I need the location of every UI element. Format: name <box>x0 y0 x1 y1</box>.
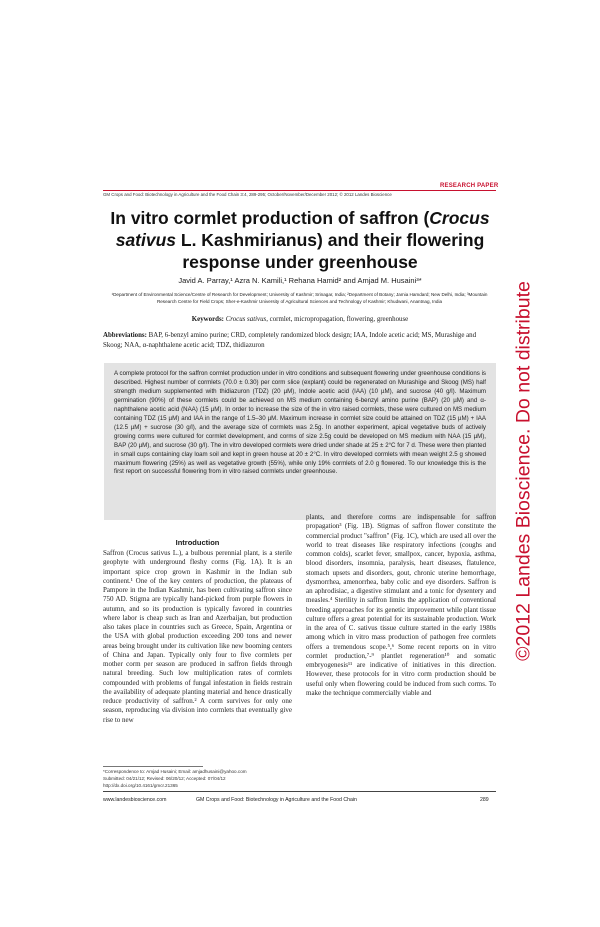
correspondence-email: *Correspondence to: Amjad Husaini; Email: amjadhusaini@yahoo.com <box>103 769 247 774</box>
abbreviations-label: Abbreviations: <box>103 332 147 339</box>
keywords-species: Crocus sativus <box>225 316 267 323</box>
footer-journal: GM Crops and Food: Biotechnology in Agriculture and the Food Chain <box>196 797 357 803</box>
title-part-1: In vitro cormlet production of saffron ( <box>110 208 430 228</box>
journal-citation: GM Crops and Food: Biotechnology in Agriculture and the Food Chain 3:4, 289-295; October/November/December 2012; © 2012 Landes Bioscience <box>103 192 392 197</box>
body-column-right: plants, and therefore corms are indispensable for saffron propagation³ (Fig. 1B). Stigmas of saffron flower constitute the commercial product "saffron" (Fig. 1C), which are used all over the world to treat diseases like respiratory infections (coughs and common colds), scarlet fever, smallpox, cancer, hypoxia, asthma, blood disorders, insomnia, paralysis, heart diseases, flatulence, stomach upsets and disorders, gout, chronic uterine hemorrhage, dysmorrhea, amenorrhea, baby colic and eye disorders. Saffron is an aphrodisiac, a digestive stimulant and a tonic for dysentery and measles.⁴ Sterility in saffron limits the application of conventional breeding approaches for its genetic improvement while plant tissue culture offers a great potential for its sustainable production. Work in the area of C. sativus tissue culture started in the early 1980s among which in vitro mass production of pathogen free cormlets offers a tremendous scope.⁵,⁶ Some recent reports on in vitro cormlet production,⁷-⁹ plantlet regeneration¹⁰ and somatic embryogenesis¹¹ are indicative of initiatives in this direction. However, these protocols for in vitro corm production should be useful only when flowering could be induced from such corms. To make the technique commercially viable and <box>306 513 496 697</box>
footnote-rule <box>103 766 203 767</box>
footer-url[interactable]: www.landesbioscience.com <box>103 797 167 803</box>
introduction-heading: Introduction <box>175 538 220 547</box>
paper-title <box>100 207 500 273</box>
watermark-text: ©2012 Landes Bioscience. Do not distribute <box>512 281 535 661</box>
title-part-2: L. Kashmirianus) and their flowering response under greenhouse <box>176 230 485 272</box>
keywords <box>100 316 500 323</box>
author-list: Javid A. Parray,¹ Azra N. Kamili,¹ Rehana Hamid² and Amjad M. Husaini³* <box>178 276 422 285</box>
correspondence-footnote <box>103 768 293 789</box>
page-number: 289 <box>480 797 489 803</box>
footer-rule <box>103 791 496 792</box>
copyright-watermark <box>512 281 535 661</box>
submission-dates: Submitted: 04/21/12; Revised: 06/20/12; Accepted: 07/04/12 <box>103 776 226 781</box>
header-rule <box>103 190 496 191</box>
abstract-text: A complete protocol for the saffron cormlet production under in vitro conditions and subsequent flowering under greenhouse conditions is described. Highest number of cormlets (70.0 ± 0.30) per corm slice (explant) could be regenerated on Murashige and Skoog (MS) half strength medium supplemented with thidiazuron (TDZ) (20 µM), Indole acetic acid (IAA) (10 µM), and sucrose (40 g/l). Maximum germination (90%) of these cormlets could be achieved on MS medium containing 6-benzyl amino purine (BAP) (20 µM) and α-naphthalene acetic acid (NAA) (15 µM). In order to increase the size of the in vitro raised cormlets, these were cultured on MS medium containing TDZ (15 µM) and IAA in the range of 1.5–30 µM. Maximum increase in cormlet size could be attained on TDZ (15 µM) + IAA (12.5 µM) + sucrose (30 g/l), and the average size of cormlets was 2.5g. In another experiment, apical vegetative buds of actively growing corms were cultured for cormlet development, and corms of size 2.5g could be developed on MS medium with NAA (15 µM), BAP (20 µM), and sucrose (30 g/l). The in vitro developed cormlets were dried under shade at 25 ± 2°C for 7 d. These were then planted in small cups containing clay loam soil and kept in green house at 20 ± 2°C. In vitro developed cormlets with mean weight 2.5 g showed maximum flowering (25%) as well as vegetative growth (55%), while only 19% cormlets of 2.0 g flowered. To our knowledge this is the first report on successful flowering from in vitro raised cormlets under greenhouse. <box>114 370 486 476</box>
keywords-rest: , cormlet, micropropagation, flowering, greenhouse <box>266 316 409 323</box>
affiliations: ¹Department of Environmental Science/Centre of Research for Development; University of Kashmir; Srinagar, India; ²Department of Botany; Jamia Hamdard; New Delhi, India; ³Mountain Research Centre for Field Crops; Sher-e-Kashmir University of Agricultural Sciences and Technology of Kashmir; Khudwani, Anantnag, India <box>111 292 488 304</box>
article-type-label: RESEARCH PAPER <box>440 183 499 189</box>
title-species: Crocus sativus <box>115 208 490 250</box>
doi-link[interactable]: http://dx.doi.org/10.4161/gmcr.21365 <box>103 783 178 788</box>
keywords-label: Keywords: <box>191 316 224 323</box>
body-column-left: Saffron (Crocus sativus L.), a bulbous perennial plant, is a sterile geophyte with underground fleshy corms (Fig. 1A). It is an important spice crop grown in Kashmir in the Indian sub continent.¹ One of the key centers of production, the plateaus of Pampore in the Indian Kashmir, has been cultivating saffron since 750 AD. Stigma are typically hand-picked from purple flowers in autumn, and so its production is typically favored in countries where labor is cheap such as Iran and Azerbaijan, but production also takes place in countries such as Greece, Spain, Argentina or the USA with global production exceeding 200 tons and newer areas being brought under its cultivation like new booming centers of China and Japan. Typically only four to five cormlets per mother corm per season are produced in saffron fields through natural breeding. Such low multiplication rates of cormlets compounded with problems of fungal infestation in fields restrain the availability of adequate planting material and hence drastically reduce productivity of saffron.² A corm survives for only one season, reproducing via division into cormlets that eventually give rise to new <box>103 549 292 724</box>
abbreviations <box>103 331 496 351</box>
abbreviations-text: BAP, 6-benzyl amino purine; CRD, completely randomized block design; IAA, Indole acetic acid; MS, Murashige and Skoog; NAA, α-naphthalene acetic acid; TDZ, thidiazuron <box>103 332 477 349</box>
